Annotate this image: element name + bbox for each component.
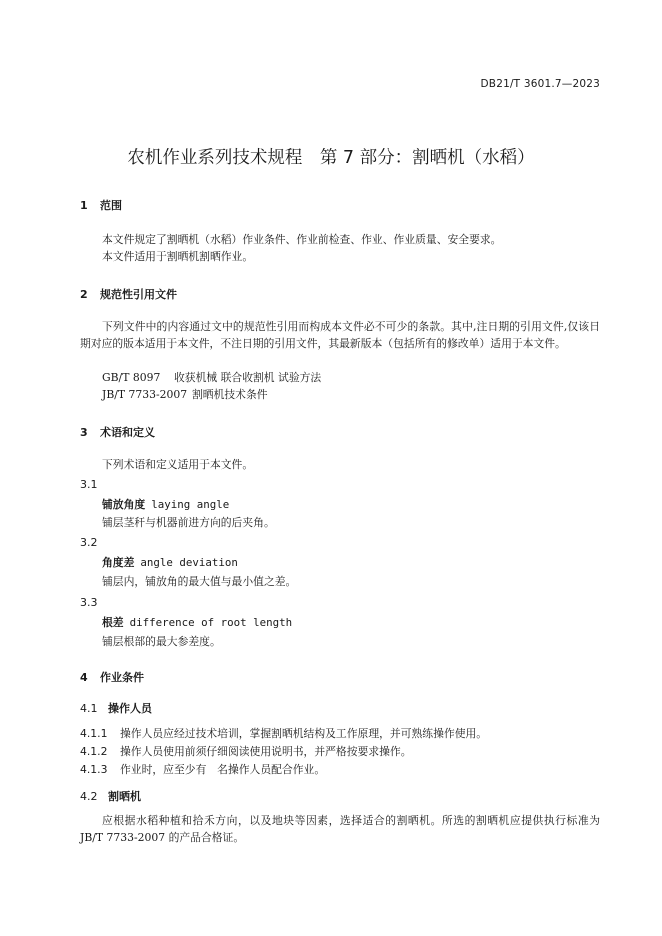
clause-number: 4.1.2	[80, 745, 108, 758]
paragraph: 下列术语和定义适用于本文件。	[102, 458, 254, 471]
paragraph: 应根据水稻种植和拾禾方向，以及地块等因素，选择适合的割晒机。所选的割晒机应提供执行标准为 JB/T 7733-2007 的产品合格证。	[80, 814, 600, 844]
section-number: 1	[80, 199, 88, 212]
paragraph: 本文件规定了割晒机（水稻）作业条件、作业前检查、作业、作业质量、安全要求。	[102, 233, 502, 246]
term-name	[102, 497, 229, 512]
term-name-zh: 角度差	[102, 556, 135, 569]
term-name-en: angle deviation	[140, 556, 238, 569]
term-number: 3.1	[80, 478, 98, 491]
section-number: 2	[80, 288, 88, 301]
subsection-title: 操作人员	[108, 702, 152, 715]
reference-title: 收获机械 联合收割机 试验方法	[174, 371, 322, 384]
clause-text: 操作人员使用前须仔细阅读使用说明书，并严格按要求操作。	[120, 745, 412, 758]
subsection-number: 4.2	[80, 790, 98, 803]
section-3-heading	[80, 424, 155, 440]
term-number: 3.3	[80, 596, 98, 609]
reference-code: GB/T 8097	[102, 371, 161, 384]
term-definition: 铺层内，铺放角的最大值与最小值之差。	[102, 575, 297, 588]
clause-text: 作业时，应至少有 名操作人员配合作业。	[120, 763, 326, 776]
clause-number: 4.1.1	[80, 727, 108, 740]
clause-item	[80, 726, 487, 741]
section-title: 规范性引用文件	[100, 288, 177, 301]
term-name-en: laying angle	[151, 498, 230, 511]
clause-number: 4.1.3	[80, 763, 108, 776]
section-2-heading	[80, 286, 177, 302]
term-name	[102, 615, 292, 630]
term-definition: 铺层根部的最大参差度。	[102, 635, 221, 648]
clause-item	[80, 762, 325, 777]
term-name-en: difference of root length	[129, 616, 293, 629]
paragraph: 下列文件中的内容通过文中的规范性引用而构成本文件必不可少的条款。其中,注日期的引用文件,仅该日期对应的版本适用于本文件，不注日期的引用文件，其最新版本（包括所有的修改单）适用于本文件。	[80, 320, 600, 350]
term-name-zh: 铺放角度	[102, 498, 146, 511]
section-title: 范围	[100, 199, 122, 212]
paragraph: 本文件适用于割晒机割晒作业。	[102, 250, 254, 263]
subsection-4-1-heading	[80, 700, 152, 716]
section-1-heading	[80, 197, 122, 213]
normative-reference	[102, 387, 268, 402]
document-title: 农机作业系列技术规程 第 7 部分：割晒机（水稻）	[127, 148, 535, 168]
term-name-zh: 根差	[102, 616, 124, 629]
subsection-number: 4.1	[80, 702, 98, 715]
document-code: DB21/T 3601.7—2023	[480, 78, 600, 90]
reference-title: 割晒机技术条件	[192, 388, 268, 401]
section-number: 4	[80, 671, 88, 684]
section-title: 术语和定义	[100, 426, 155, 439]
normative-reference	[102, 370, 321, 385]
section-title: 作业条件	[100, 671, 144, 684]
section-4-heading	[80, 669, 144, 685]
section-number: 3	[80, 426, 88, 439]
subsection-title: 割晒机	[108, 790, 141, 803]
reference-code: JB/T 7733-2007	[102, 388, 188, 401]
subsection-4-2-heading	[80, 788, 141, 804]
term-definition: 铺层茎秆与机器前进方向的后夹角。	[102, 516, 275, 529]
clause-text: 操作人员应经过技术培训，掌握割晒机结构及工作原理，并可熟练操作使用。	[120, 727, 488, 740]
term-number: 3.2	[80, 536, 98, 549]
clause-item	[80, 744, 412, 759]
term-name	[102, 555, 238, 570]
